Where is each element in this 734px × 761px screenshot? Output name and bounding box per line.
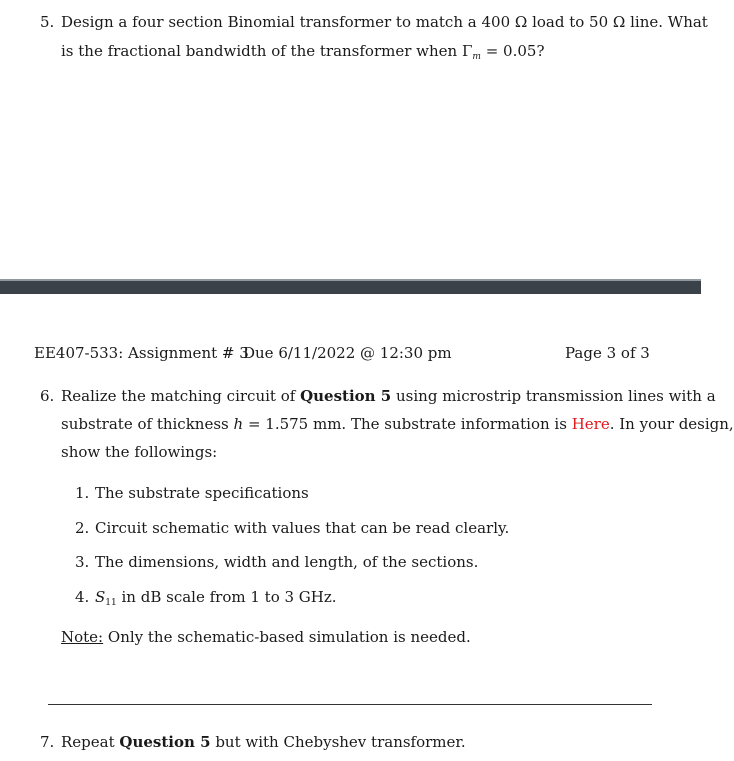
note xyxy=(61,628,471,646)
list-item-2-number: 2. xyxy=(75,519,90,537)
list-item-1: The substrate specifications xyxy=(95,484,309,502)
substrate-info-link[interactable]: Here xyxy=(571,415,610,433)
q7-text xyxy=(61,733,466,751)
q6-question-ref: Question 5 xyxy=(300,387,392,405)
list-item-3: The dimensions, width and length, of the sections. xyxy=(95,553,479,571)
q6-line-2-a: substrate of thickness xyxy=(61,415,234,433)
q6-line-3: show the followings: xyxy=(61,443,218,461)
q5-number: 5. xyxy=(40,13,55,31)
list-item-4 xyxy=(95,588,337,606)
s-parameter-symbol: S xyxy=(95,588,106,606)
header-page-number: Page 3 of 3 xyxy=(565,344,650,362)
q7-text-b: but with Chebyshev transformer. xyxy=(210,733,466,751)
list-item-4-number: 4. xyxy=(75,588,90,606)
q6-line-2-c: . In your design, xyxy=(609,415,734,433)
s-parameter-subscript: 11 xyxy=(105,598,117,608)
q5-line-2-text: is the fractional bandwidth of the transformer when Γ xyxy=(61,42,473,60)
q6-number: 6. xyxy=(40,387,55,405)
q6-line-2-b: = 1.575 mm. The substrate information is xyxy=(243,415,572,433)
gamma-subscript: m xyxy=(472,52,481,62)
q6-line-1-a: Realize the matching circuit of xyxy=(61,387,301,405)
list-item-2: Circuit schematic with values that can be read clearly. xyxy=(95,519,510,537)
section-divider xyxy=(48,704,652,705)
list-item-1-number: 1. xyxy=(75,484,90,502)
header-course: EE407-533: Assignment # 3 xyxy=(34,344,249,362)
q5-line-2-value: = 0.05? xyxy=(480,42,545,60)
list-item-3-number: 3. xyxy=(75,553,90,571)
note-label: Note: xyxy=(61,628,104,646)
q5-line-2 xyxy=(61,42,544,60)
q7-text-a: Repeat xyxy=(61,733,120,751)
q7-number: 7. xyxy=(40,733,55,751)
q6-line-2 xyxy=(61,415,734,433)
list-item-4-text: in dB scale from 1 to 3 GHz. xyxy=(116,588,337,606)
q5-line-1: Design a four section Binomial transformer to match a 400 Ω load to 50 Ω line. What xyxy=(61,13,708,31)
q7-question-ref: Question 5 xyxy=(119,733,211,751)
header-due-date: Due 6/11/2022 @ 12:30 pm xyxy=(243,344,452,362)
note-text: Only the schematic-based simulation is needed. xyxy=(103,628,471,646)
page-break-bar xyxy=(0,279,701,294)
q6-line-1-b: using microstrip transmission lines with a xyxy=(391,387,716,405)
thickness-symbol: h xyxy=(233,415,244,433)
q6-line-1 xyxy=(61,387,716,405)
